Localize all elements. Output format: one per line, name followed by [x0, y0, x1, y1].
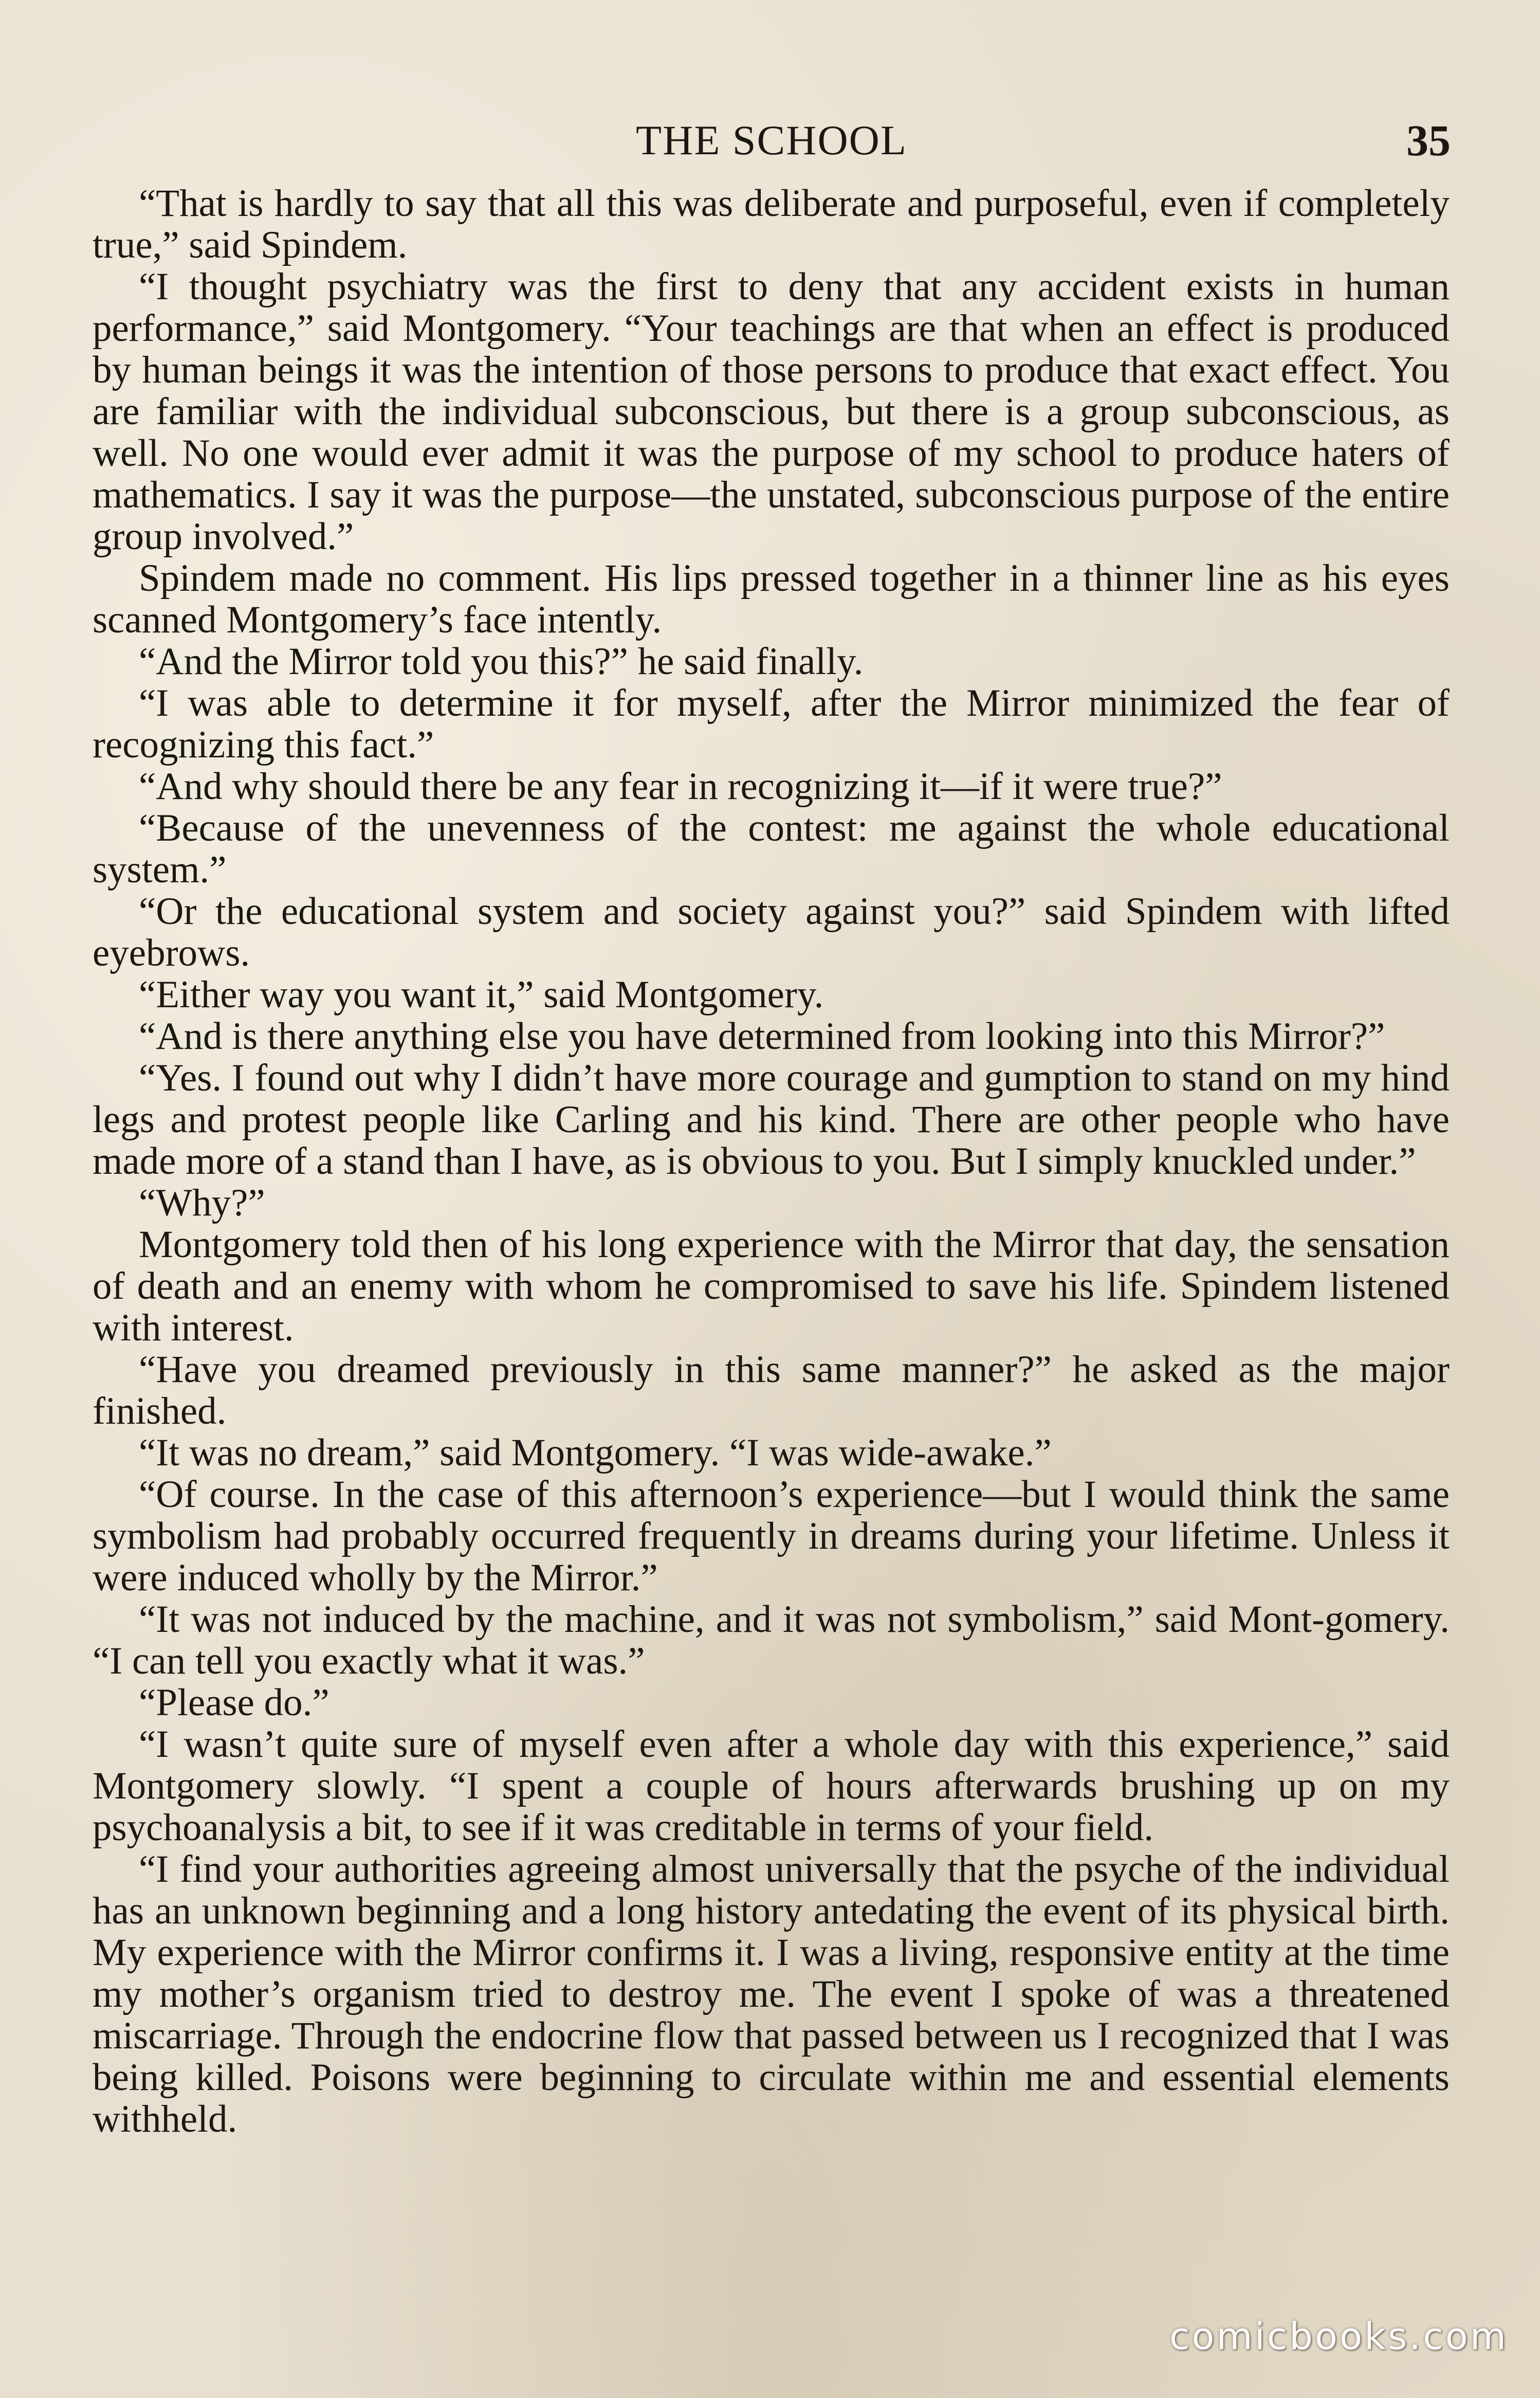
- paragraph: “That is hardly to say that all this was deliberate and purposeful, even if completely true,” said Spindem.: [93, 182, 1450, 266]
- paragraph: “Of course. In the case of this afternoon’s experience—but I would think the same symbolism had probably occurred frequently in dreams during your lifetime. Unless it were induced wholly by the Mirror.”: [93, 1473, 1450, 1599]
- paragraph: Montgomery told then of his long experience with the Mirror that day, the sensation of death and an enemy with whom he compromised to save his life. Spindem listened with interest.: [93, 1223, 1450, 1349]
- paragraph: “Because of the unevenness of the contest: me against the whole educational system.”: [93, 807, 1450, 891]
- paragraph: “I wasn’t quite sure of myself even after a whole day with this experience,” said Montgomery slowly. “I spent a couple of hours afterwards brushing up on my psychoanalysis a bit, to see if it was creditable in terms of your field.: [93, 1723, 1450, 1849]
- page-number: 35: [1406, 116, 1451, 165]
- paragraph: “And why should there be any fear in recognizing it—if it were true?”: [139, 765, 1222, 808]
- paragraph: “I find your authorities agreeing almost universally that the psyche of the individual has an unknown beginning and a long history antedating the event of its physical birth. My experience with the Mirror confirms it. I was a living, responsive entity at the time my mother’s organism tried to destroy me. The event I spoke of was a threatened miscarriage. Through the endocrine flow that passed between us I recognized that I was being killed. Poisons were beginning to circulate within me and essential elements withheld.: [93, 1848, 1450, 2140]
- paragraph: “Why?”: [139, 1182, 265, 1224]
- paragraph: “It was not induced by the machine, and it was not symbolism,” said Mont-gomery. “I can tell you exactly what it was.”: [93, 1598, 1450, 1682]
- paragraph: “Have you dreamed previously in this same manner?” he asked as the major finished.: [93, 1348, 1450, 1432]
- paragraph: “It was no dream,” said Montgomery. “I was wide-awake.”: [139, 1431, 1052, 1474]
- paragraph: Spindem made no comment. His lips pressed together in a thinner line as his eyes scanned Montgomery’s face intently.: [93, 557, 1450, 641]
- paragraph: “Yes. I found out why I didn’t have more courage and gumption to stand on my hind legs and protest people like Carling and his kind. There are other people who have made more of a stand than I have, as is obvious to you. But I simply knuckled under.”: [93, 1057, 1450, 1183]
- paragraph: “And the Mirror told you this?” he said finally.: [139, 640, 864, 683]
- body-text: [93, 183, 1450, 2140]
- watermark: comicbooks.com: [1169, 2315, 1508, 2358]
- paragraph: “Either way you want it,” said Montgomery.: [139, 973, 824, 1016]
- paragraph: “Or the educational system and society against you?” said Spindem with lifted eyebrows.: [93, 890, 1450, 974]
- paragraph: “I thought psychiatry was the first to deny that any accident exists in human performance,” said Montgomery. “Your teachings are that when an effect is produced by human beings it was the intention of those persons to produce that exact effect. You are familiar with the individual subconscious, but there is a group subconscious, as well. No one would ever admit it was the purpose of my school to produce haters of mathematics. I say it was the purpose—the unstated, subconscious purpose of the entire group involved.”: [93, 265, 1450, 558]
- paragraph: “I was able to determine it for myself, after the Mirror minimized the fear of recognizing this fact.”: [93, 682, 1450, 766]
- paragraph: “And is there anything else you have determined from looking into this Mirror?”: [139, 1015, 1385, 1058]
- chapter-title: THE SCHOOL: [636, 117, 907, 164]
- running-head: [93, 112, 1451, 169]
- paragraph: “Please do.”: [139, 1681, 329, 1724]
